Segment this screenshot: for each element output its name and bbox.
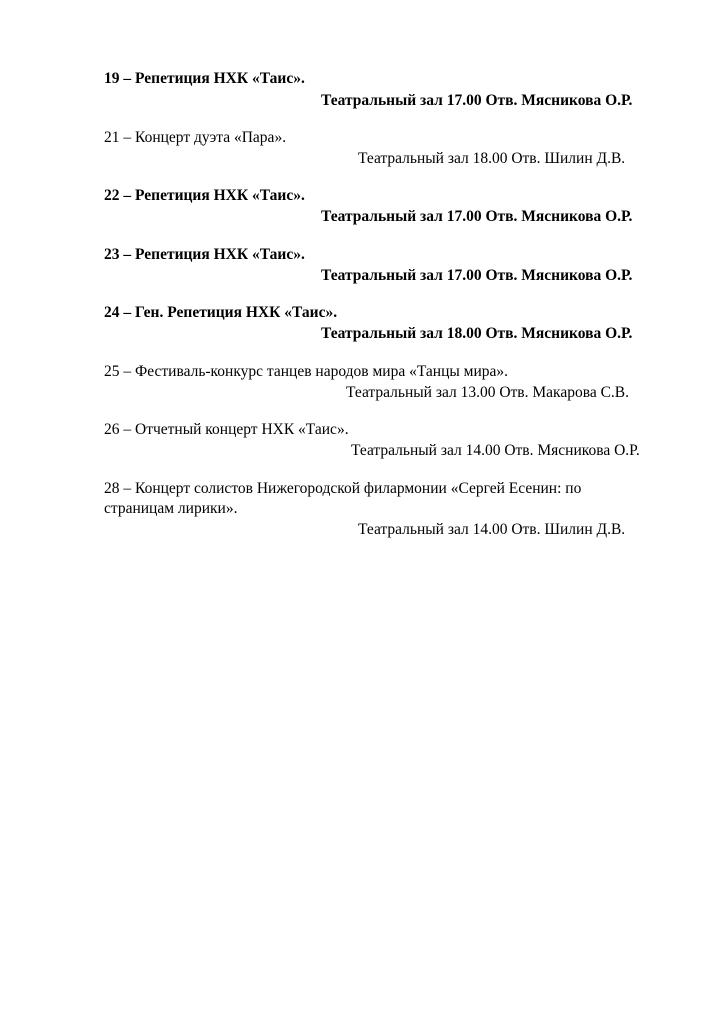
event-details: Театральный зал 18.00 Отв. Шилин Д.В.	[358, 150, 626, 167]
event-title: 19 – Репетиция НХК «Таис».	[104, 70, 305, 87]
event-title: 21 – Концерт дуэта «Пара».	[104, 129, 287, 146]
event-details: Театральный зал 14.00 Отв. Мясникова О.Р.	[351, 442, 640, 459]
event-details: Театральный зал 17.00 Отв. Мясникова О.Р.	[321, 267, 633, 284]
event-title: 23 – Репетиция НХК «Таис».	[104, 246, 305, 263]
event-title: 26 – Отчетный концерт НХК «Таис».	[104, 421, 349, 438]
event-title-continued: страницам лирики».	[104, 500, 238, 517]
event-details: Театральный зал 17.00 Отв. Мясникова О.Р.	[321, 92, 633, 109]
event-details: Театральный зал 17.00 Отв. Мясникова О.Р.	[321, 208, 633, 225]
event-title: 24 – Ген. Репетиция НХК «Таис».	[104, 304, 338, 321]
event-title: 22 – Репетиция НХК «Таис».	[104, 187, 305, 204]
event-details: Театральный зал 14.00 Отв. Шилин Д.В.	[358, 521, 626, 538]
event-details: Театральный зал 13.00 Отв. Макарова С.В.	[346, 384, 630, 401]
event-title: 25 – Фестиваль-конкурс танцев народов мира «Танцы мира».	[104, 363, 509, 380]
event-title: 28 – Концерт солистов Нижегородской филармонии «Сергей Есенин: по	[104, 480, 582, 497]
event-details: Театральный зал 18.00 Отв. Мясникова О.Р.	[321, 325, 633, 342]
